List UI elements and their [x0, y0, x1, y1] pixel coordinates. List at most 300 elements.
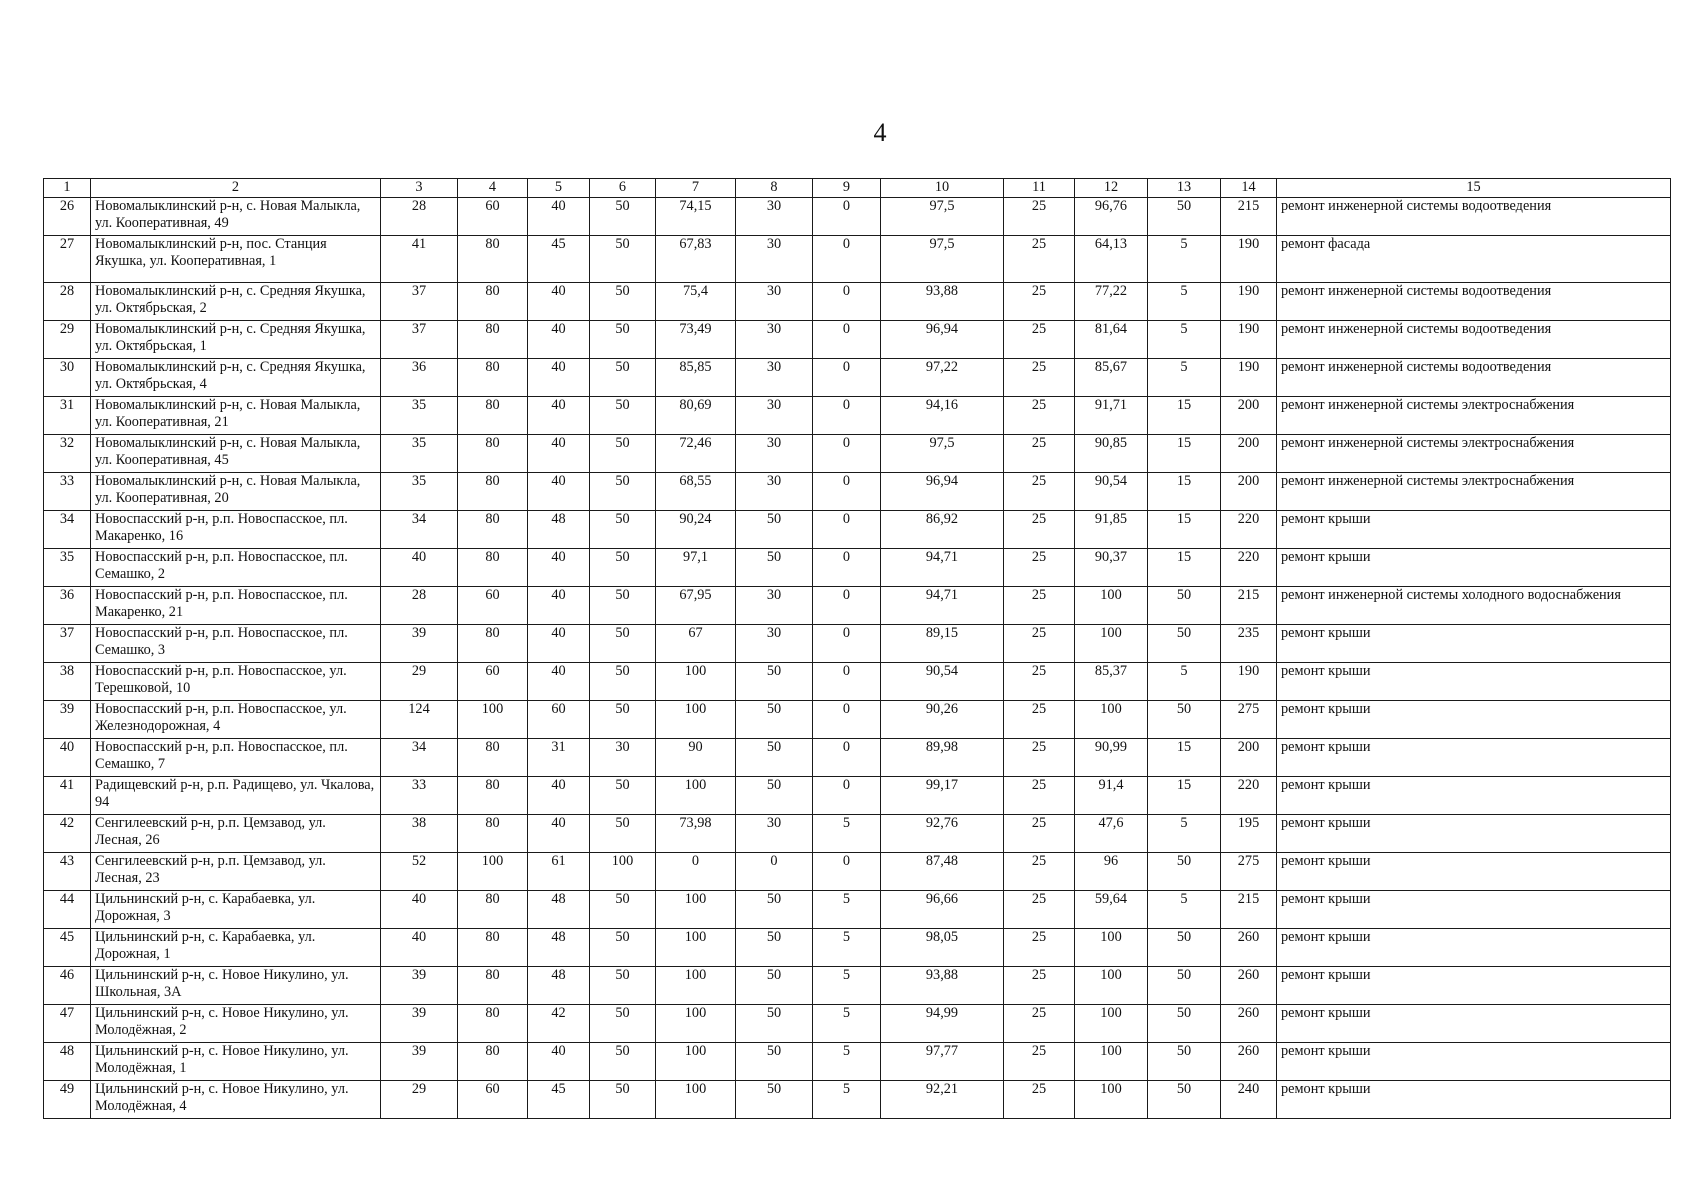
- value-cell: 25: [1004, 853, 1075, 891]
- table-row: [44, 815, 1671, 853]
- value-cell: 100: [656, 1005, 736, 1043]
- value-cell: 80: [458, 511, 528, 549]
- value-cell: 240: [1221, 1081, 1277, 1119]
- value-cell: 96: [1075, 853, 1148, 891]
- value-cell: 100: [1075, 929, 1148, 967]
- value-cell: 25: [1004, 1043, 1075, 1081]
- value-cell: 30: [736, 236, 813, 283]
- value-cell: 47,6: [1075, 815, 1148, 853]
- value-cell: 0: [813, 701, 881, 739]
- value-cell: 50: [590, 929, 656, 967]
- value-cell: 85,37: [1075, 663, 1148, 701]
- column-header: 15: [1277, 179, 1671, 198]
- row-number-cell: 38: [44, 663, 91, 701]
- value-cell: 25: [1004, 397, 1075, 435]
- value-cell: 50: [1148, 198, 1221, 236]
- row-number-cell: 43: [44, 853, 91, 891]
- value-cell: 5: [813, 929, 881, 967]
- table-row: [44, 321, 1671, 359]
- value-cell: 50: [590, 891, 656, 929]
- value-cell: 0: [813, 359, 881, 397]
- value-cell: 100: [656, 701, 736, 739]
- value-cell: 91,4: [1075, 777, 1148, 815]
- column-header: 3: [381, 179, 458, 198]
- value-cell: 92,76: [881, 815, 1004, 853]
- value-cell: 50: [1148, 1005, 1221, 1043]
- value-cell: 0: [813, 435, 881, 473]
- value-cell: 25: [1004, 929, 1075, 967]
- value-cell: 0: [813, 321, 881, 359]
- row-number-cell: 46: [44, 967, 91, 1005]
- value-cell: 0: [813, 587, 881, 625]
- value-cell: 97,1: [656, 549, 736, 587]
- address-cell: Цильнинский р-н, с. Новое Никулино, ул. Школьная, 3А: [91, 967, 381, 1005]
- value-cell: 0: [813, 511, 881, 549]
- value-cell: 37: [381, 283, 458, 321]
- value-cell: 0: [813, 663, 881, 701]
- address-cell: Новомалыклинский р-н, с. Новая Малыкла, ул. Кооперативная, 21: [91, 397, 381, 435]
- address-cell: Новоспасский р-н, р.п. Новоспасское, пл. Семашко, 3: [91, 625, 381, 663]
- row-number-cell: 49: [44, 1081, 91, 1119]
- value-cell: 96,66: [881, 891, 1004, 929]
- column-header: 5: [528, 179, 590, 198]
- value-cell: 99,17: [881, 777, 1004, 815]
- column-header: 4: [458, 179, 528, 198]
- column-header: 11: [1004, 179, 1075, 198]
- value-cell: 40: [528, 283, 590, 321]
- value-cell: 25: [1004, 663, 1075, 701]
- value-cell: 40: [528, 321, 590, 359]
- value-cell: 25: [1004, 549, 1075, 587]
- row-number-cell: 45: [44, 929, 91, 967]
- value-cell: 72,46: [656, 435, 736, 473]
- value-cell: 100: [1075, 967, 1148, 1005]
- table-row: [44, 587, 1671, 625]
- address-cell: Цильнинский р-н, с. Карабаевка, ул. Дорожная, 1: [91, 929, 381, 967]
- value-cell: 25: [1004, 283, 1075, 321]
- value-cell: 30: [736, 473, 813, 511]
- value-cell: 80: [458, 1005, 528, 1043]
- value-cell: 50: [590, 625, 656, 663]
- value-cell: 50: [736, 967, 813, 1005]
- value-cell: 195: [1221, 815, 1277, 853]
- value-cell: 50: [736, 549, 813, 587]
- value-cell: 97,5: [881, 236, 1004, 283]
- work-type-cell: ремонт инженерной системы электроснабжения: [1277, 435, 1671, 473]
- value-cell: 50: [590, 1043, 656, 1081]
- value-cell: 73,98: [656, 815, 736, 853]
- value-cell: 94,71: [881, 587, 1004, 625]
- value-cell: 100: [656, 929, 736, 967]
- value-cell: 25: [1004, 625, 1075, 663]
- value-cell: 67: [656, 625, 736, 663]
- value-cell: 50: [590, 321, 656, 359]
- value-cell: 86,92: [881, 511, 1004, 549]
- value-cell: 93,88: [881, 967, 1004, 1005]
- value-cell: 30: [736, 198, 813, 236]
- row-number-cell: 40: [44, 739, 91, 777]
- value-cell: 100: [1075, 1005, 1148, 1043]
- value-cell: 85,67: [1075, 359, 1148, 397]
- address-cell: Радищевский р-н, р.п. Радищево, ул. Чкалова, 94: [91, 777, 381, 815]
- value-cell: 80: [458, 283, 528, 321]
- value-cell: 35: [381, 397, 458, 435]
- value-cell: 80: [458, 473, 528, 511]
- table-row: [44, 473, 1671, 511]
- value-cell: 50: [590, 663, 656, 701]
- value-cell: 80: [458, 625, 528, 663]
- value-cell: 25: [1004, 321, 1075, 359]
- value-cell: 50: [590, 511, 656, 549]
- column-header: 7: [656, 179, 736, 198]
- value-cell: 98,05: [881, 929, 1004, 967]
- address-cell: Новомалыклинский р-н, с. Новая Малыкла, ул. Кооперативная, 20: [91, 473, 381, 511]
- value-cell: 52: [381, 853, 458, 891]
- value-cell: 5: [1148, 236, 1221, 283]
- row-number-cell: 34: [44, 511, 91, 549]
- value-cell: 0: [736, 853, 813, 891]
- value-cell: 96,94: [881, 473, 1004, 511]
- column-header: 2: [91, 179, 381, 198]
- value-cell: 80: [458, 929, 528, 967]
- value-cell: 100: [1075, 1081, 1148, 1119]
- value-cell: 25: [1004, 815, 1075, 853]
- work-type-cell: ремонт крыши: [1277, 929, 1671, 967]
- value-cell: 100: [1075, 701, 1148, 739]
- table-row: [44, 549, 1671, 587]
- work-type-cell: ремонт инженерной системы электроснабжения: [1277, 397, 1671, 435]
- value-cell: 50: [590, 815, 656, 853]
- value-cell: 68,55: [656, 473, 736, 511]
- table-row: [44, 1043, 1671, 1081]
- value-cell: 90: [656, 739, 736, 777]
- table-row: [44, 198, 1671, 236]
- column-header: 14: [1221, 179, 1277, 198]
- value-cell: 30: [736, 815, 813, 853]
- address-cell: Цильнинский р-н, с. Новое Никулино, ул. Молодёжная, 4: [91, 1081, 381, 1119]
- value-cell: 5: [813, 1081, 881, 1119]
- value-cell: 50: [736, 1081, 813, 1119]
- value-cell: 0: [813, 777, 881, 815]
- table-row: [44, 236, 1671, 283]
- value-cell: 15: [1148, 397, 1221, 435]
- address-cell: Новоспасский р-н, р.п. Новоспасское, пл. Макаренко, 21: [91, 587, 381, 625]
- row-number-cell: 42: [44, 815, 91, 853]
- value-cell: 215: [1221, 198, 1277, 236]
- work-type-cell: ремонт инженерной системы водоотведения: [1277, 359, 1671, 397]
- row-number-cell: 27: [44, 236, 91, 283]
- value-cell: 39: [381, 625, 458, 663]
- work-type-cell: ремонт фасада: [1277, 236, 1671, 283]
- value-cell: 100: [656, 967, 736, 1005]
- value-cell: 15: [1148, 473, 1221, 511]
- value-cell: 61: [528, 853, 590, 891]
- value-cell: 97,22: [881, 359, 1004, 397]
- value-cell: 220: [1221, 549, 1277, 587]
- value-cell: 93,88: [881, 283, 1004, 321]
- value-cell: 100: [1075, 587, 1148, 625]
- row-number-cell: 29: [44, 321, 91, 359]
- value-cell: 31: [528, 739, 590, 777]
- value-cell: 80: [458, 1043, 528, 1081]
- address-cell: Цильнинский р-н, с. Новое Никулино, ул. Молодёжная, 1: [91, 1043, 381, 1081]
- value-cell: 67,95: [656, 587, 736, 625]
- value-cell: 48: [528, 967, 590, 1005]
- value-cell: 39: [381, 1005, 458, 1043]
- value-cell: 50: [590, 777, 656, 815]
- value-cell: 50: [590, 1005, 656, 1043]
- work-type-cell: ремонт инженерной системы электроснабжения: [1277, 473, 1671, 511]
- value-cell: 5: [1148, 815, 1221, 853]
- value-cell: 50: [590, 549, 656, 587]
- row-number-cell: 44: [44, 891, 91, 929]
- table-row: [44, 1081, 1671, 1119]
- value-cell: 40: [528, 473, 590, 511]
- value-cell: 25: [1004, 1081, 1075, 1119]
- value-cell: 30: [736, 321, 813, 359]
- value-cell: 80: [458, 397, 528, 435]
- table-row: [44, 701, 1671, 739]
- value-cell: 50: [736, 1043, 813, 1081]
- value-cell: 89,98: [881, 739, 1004, 777]
- value-cell: 81,64: [1075, 321, 1148, 359]
- value-cell: 50: [590, 967, 656, 1005]
- value-cell: 40: [528, 397, 590, 435]
- value-cell: 0: [813, 397, 881, 435]
- value-cell: 25: [1004, 777, 1075, 815]
- value-cell: 275: [1221, 701, 1277, 739]
- table-row: [44, 1005, 1671, 1043]
- value-cell: 260: [1221, 929, 1277, 967]
- value-cell: 48: [528, 511, 590, 549]
- value-cell: 40: [381, 891, 458, 929]
- value-cell: 50: [590, 1081, 656, 1119]
- value-cell: 25: [1004, 891, 1075, 929]
- work-type-cell: ремонт крыши: [1277, 1043, 1671, 1081]
- value-cell: 97,5: [881, 435, 1004, 473]
- table-row: [44, 397, 1671, 435]
- value-cell: 100: [590, 853, 656, 891]
- value-cell: 0: [813, 853, 881, 891]
- value-cell: 0: [656, 853, 736, 891]
- work-type-cell: ремонт крыши: [1277, 853, 1671, 891]
- row-number-cell: 47: [44, 1005, 91, 1043]
- value-cell: 50: [1148, 587, 1221, 625]
- row-number-cell: 30: [44, 359, 91, 397]
- value-cell: 50: [590, 473, 656, 511]
- value-cell: 80: [458, 739, 528, 777]
- value-cell: 5: [813, 815, 881, 853]
- value-cell: 36: [381, 359, 458, 397]
- value-cell: 25: [1004, 967, 1075, 1005]
- value-cell: 25: [1004, 435, 1075, 473]
- value-cell: 80: [458, 359, 528, 397]
- row-number-cell: 41: [44, 777, 91, 815]
- value-cell: 91,71: [1075, 397, 1148, 435]
- row-number-cell: 26: [44, 198, 91, 236]
- work-type-cell: ремонт инженерной системы водоотведения: [1277, 283, 1671, 321]
- value-cell: 5: [1148, 283, 1221, 321]
- value-cell: 50: [736, 701, 813, 739]
- value-cell: 37: [381, 321, 458, 359]
- header-row: [44, 179, 1671, 198]
- value-cell: 77,22: [1075, 283, 1148, 321]
- row-number-cell: 32: [44, 435, 91, 473]
- value-cell: 40: [528, 549, 590, 587]
- value-cell: 0: [813, 198, 881, 236]
- value-cell: 80: [458, 967, 528, 1005]
- value-cell: 80: [458, 435, 528, 473]
- value-cell: 33: [381, 777, 458, 815]
- value-cell: 25: [1004, 739, 1075, 777]
- value-cell: 34: [381, 511, 458, 549]
- value-cell: 29: [381, 1081, 458, 1119]
- column-header: 8: [736, 179, 813, 198]
- row-number-cell: 36: [44, 587, 91, 625]
- value-cell: 40: [528, 587, 590, 625]
- value-cell: 48: [528, 929, 590, 967]
- value-cell: 94,16: [881, 397, 1004, 435]
- value-cell: 50: [590, 435, 656, 473]
- value-cell: 50: [590, 397, 656, 435]
- address-cell: Сенгилеевский р-н, р.п. Цемзавод, ул. Лесная, 23: [91, 853, 381, 891]
- value-cell: 190: [1221, 321, 1277, 359]
- value-cell: 25: [1004, 587, 1075, 625]
- value-cell: 41: [381, 236, 458, 283]
- row-number-cell: 33: [44, 473, 91, 511]
- value-cell: 80: [458, 891, 528, 929]
- value-cell: 190: [1221, 283, 1277, 321]
- value-cell: 90,85: [1075, 435, 1148, 473]
- value-cell: 90,54: [1075, 473, 1148, 511]
- value-cell: 50: [590, 236, 656, 283]
- value-cell: 235: [1221, 625, 1277, 663]
- address-cell: Новомалыклинский р-н, с. Средняя Якушка, ул. Октябрьская, 1: [91, 321, 381, 359]
- value-cell: 73,49: [656, 321, 736, 359]
- value-cell: 80,69: [656, 397, 736, 435]
- page-number: 4: [873, 118, 887, 147]
- value-cell: 90,99: [1075, 739, 1148, 777]
- value-cell: 15: [1148, 435, 1221, 473]
- value-cell: 5: [813, 1043, 881, 1081]
- work-type-cell: ремонт крыши: [1277, 1005, 1671, 1043]
- work-type-cell: ремонт крыши: [1277, 663, 1671, 701]
- value-cell: 30: [736, 397, 813, 435]
- value-cell: 100: [656, 777, 736, 815]
- column-header: 6: [590, 179, 656, 198]
- table-row: [44, 891, 1671, 929]
- value-cell: 100: [656, 663, 736, 701]
- value-cell: 30: [736, 283, 813, 321]
- value-cell: 100: [458, 853, 528, 891]
- address-cell: Новоспасский р-н, р.п. Новоспасское, пл. Макаренко, 16: [91, 511, 381, 549]
- column-header: 12: [1075, 179, 1148, 198]
- work-type-cell: ремонт инженерной системы холодного водоснабжения: [1277, 587, 1671, 625]
- value-cell: 60: [458, 198, 528, 236]
- value-cell: 60: [528, 701, 590, 739]
- value-cell: 30: [736, 587, 813, 625]
- value-cell: 94,71: [881, 549, 1004, 587]
- value-cell: 0: [813, 739, 881, 777]
- row-number-cell: 48: [44, 1043, 91, 1081]
- value-cell: 30: [736, 359, 813, 397]
- value-cell: 89,15: [881, 625, 1004, 663]
- table-row: [44, 435, 1671, 473]
- value-cell: 30: [590, 739, 656, 777]
- value-cell: 190: [1221, 359, 1277, 397]
- value-cell: 50: [1148, 929, 1221, 967]
- value-cell: 100: [1075, 1043, 1148, 1081]
- work-type-cell: ремонт крыши: [1277, 777, 1671, 815]
- value-cell: 25: [1004, 511, 1075, 549]
- value-cell: 5: [813, 1005, 881, 1043]
- value-cell: 29: [381, 663, 458, 701]
- value-cell: 5: [1148, 891, 1221, 929]
- value-cell: 80: [458, 815, 528, 853]
- value-cell: 39: [381, 967, 458, 1005]
- value-cell: 40: [528, 815, 590, 853]
- column-header: 1: [44, 179, 91, 198]
- row-number-cell: 37: [44, 625, 91, 663]
- row-number-cell: 31: [44, 397, 91, 435]
- value-cell: 74,15: [656, 198, 736, 236]
- value-cell: 190: [1221, 663, 1277, 701]
- value-cell: 50: [736, 663, 813, 701]
- value-cell: 60: [458, 663, 528, 701]
- column-header: 9: [813, 179, 881, 198]
- table-row: [44, 663, 1671, 701]
- table-row: [44, 739, 1671, 777]
- value-cell: 200: [1221, 473, 1277, 511]
- column-header: 10: [881, 179, 1004, 198]
- value-cell: 40: [528, 435, 590, 473]
- value-cell: 97,5: [881, 198, 1004, 236]
- value-cell: 5: [813, 967, 881, 1005]
- value-cell: 40: [381, 929, 458, 967]
- table-row: [44, 511, 1671, 549]
- value-cell: 42: [528, 1005, 590, 1043]
- value-cell: 28: [381, 198, 458, 236]
- value-cell: 50: [736, 777, 813, 815]
- row-number-cell: 39: [44, 701, 91, 739]
- value-cell: 215: [1221, 891, 1277, 929]
- value-cell: 15: [1148, 549, 1221, 587]
- work-type-cell: ремонт крыши: [1277, 815, 1671, 853]
- value-cell: 50: [1148, 967, 1221, 1005]
- value-cell: 97,77: [881, 1043, 1004, 1081]
- work-type-cell: ремонт крыши: [1277, 549, 1671, 587]
- value-cell: 0: [813, 236, 881, 283]
- value-cell: 25: [1004, 473, 1075, 511]
- value-cell: 59,64: [1075, 891, 1148, 929]
- value-cell: 96,94: [881, 321, 1004, 359]
- value-cell: 96,76: [1075, 198, 1148, 236]
- work-type-cell: ремонт инженерной системы водоотведения: [1277, 198, 1671, 236]
- table-row: [44, 853, 1671, 891]
- value-cell: 200: [1221, 397, 1277, 435]
- value-cell: 25: [1004, 359, 1075, 397]
- value-cell: 80: [458, 777, 528, 815]
- value-cell: 275: [1221, 853, 1277, 891]
- value-cell: 40: [381, 549, 458, 587]
- value-cell: 200: [1221, 739, 1277, 777]
- value-cell: 92,21: [881, 1081, 1004, 1119]
- value-cell: 200: [1221, 435, 1277, 473]
- work-type-cell: ремонт крыши: [1277, 739, 1671, 777]
- value-cell: 5: [1148, 321, 1221, 359]
- work-type-cell: ремонт крыши: [1277, 625, 1671, 663]
- value-cell: 60: [458, 587, 528, 625]
